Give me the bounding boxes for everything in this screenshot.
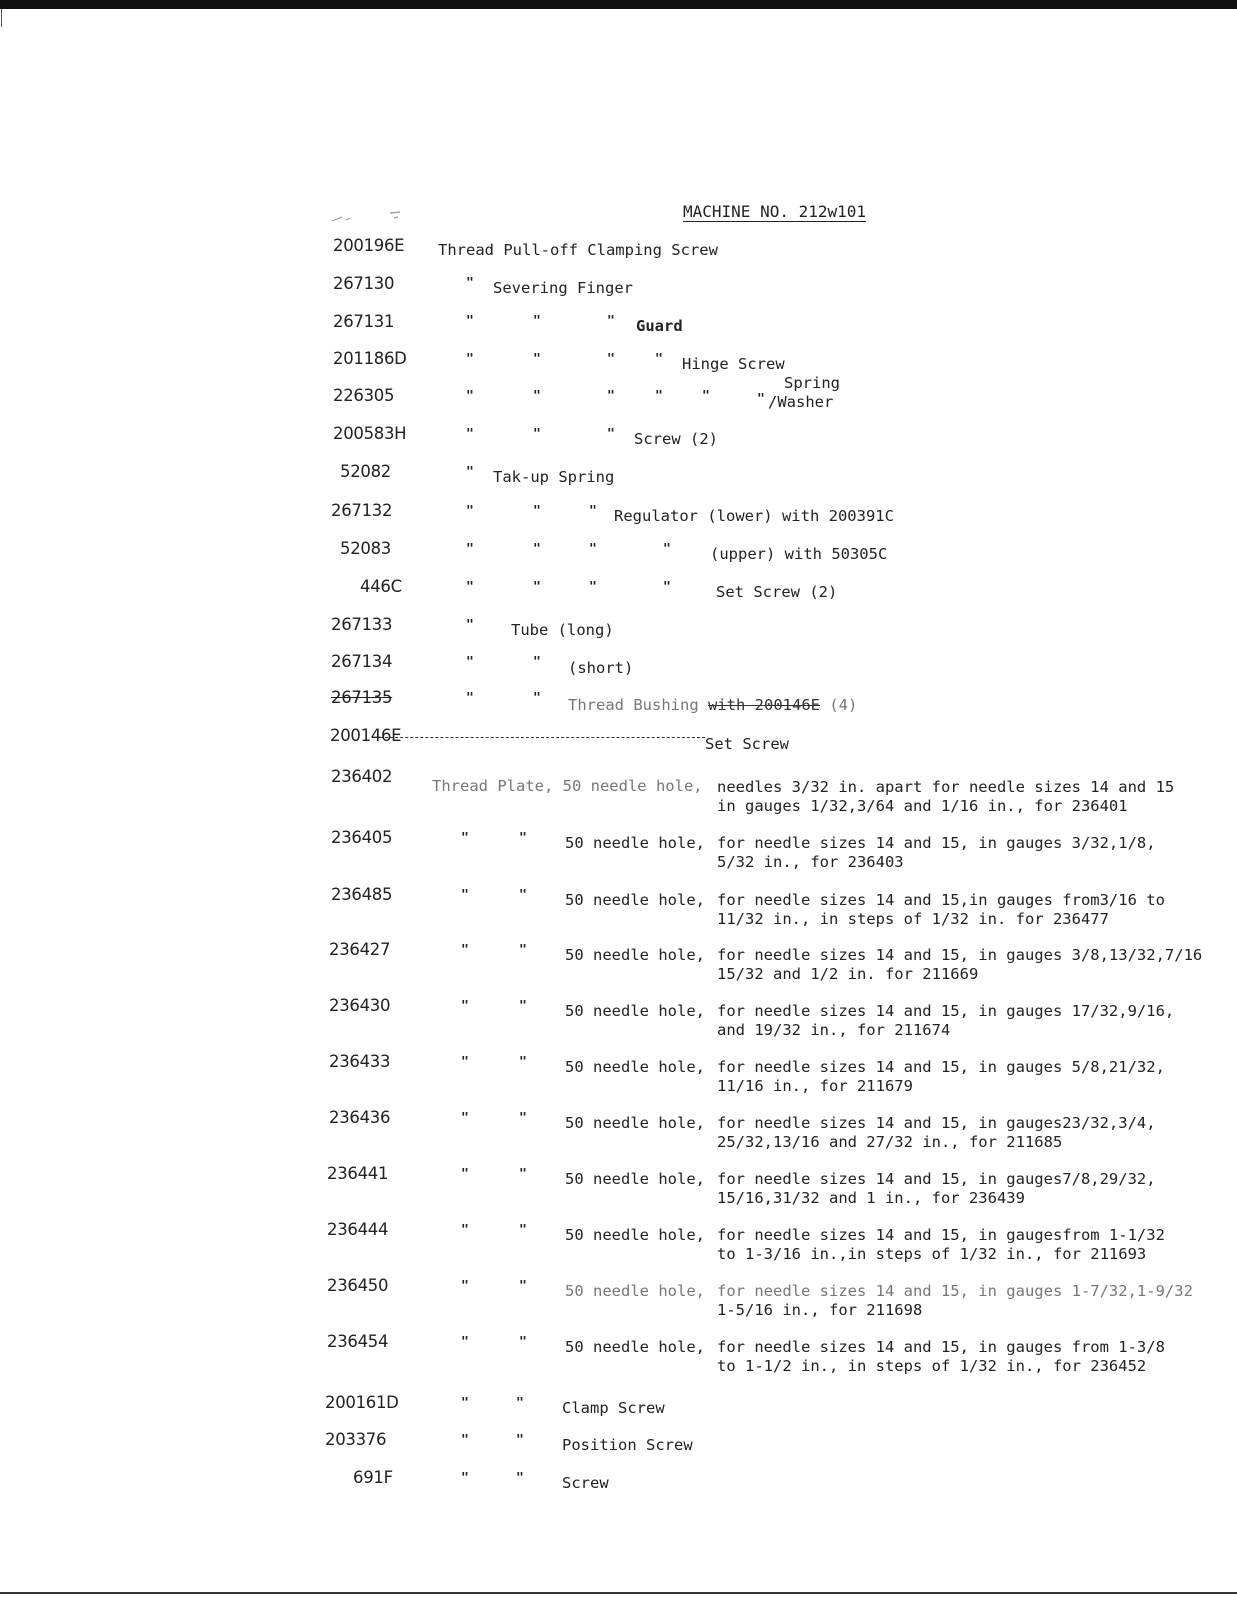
part-description-prefix: 50 needle hole,	[565, 1058, 705, 1076]
part-description-line1: for needle sizes 14 and 15, in gauges from 1-3/8	[717, 1338, 1165, 1356]
part-description-line1: for needle sizes 14 and 15, in gauges7/8,29/32,	[717, 1170, 1156, 1188]
ditto-mark: "	[533, 352, 541, 367]
part-description-line1: for needle sizes 14 and 15, in gauges 3/8,13/32,7/16	[717, 946, 1203, 964]
part-description-main: Thread Bushing	[568, 696, 699, 714]
part-number: 236430	[329, 996, 391, 1015]
part-description-line1: for needle sizes 14 and 15, in gauges23/32,3/4,	[717, 1114, 1156, 1132]
part-number: 236436	[329, 1108, 391, 1127]
part-description-line2: 15/32 and 1/2 in. for 211669	[717, 965, 979, 983]
ditto-mark: "	[466, 655, 474, 670]
ditto-mark: "	[466, 314, 474, 329]
ditto-mark: "	[607, 314, 615, 329]
part-number: 267130	[333, 274, 395, 293]
part-description: Screw (2)	[634, 430, 718, 448]
part-number: 236433	[329, 1052, 391, 1071]
ditto-mark: "	[663, 542, 671, 557]
ditto-mark: "	[519, 1335, 527, 1350]
part-description: Hinge Screw	[682, 355, 785, 373]
part-description-prefix: 50 needle hole,	[565, 1114, 705, 1132]
ditto-mark: "	[533, 504, 541, 519]
ditto-mark: "	[533, 655, 541, 670]
part-description-prefix: Thread Plate, 50 needle hole,	[432, 777, 703, 795]
ditto-mark: "	[461, 1471, 469, 1486]
part-number: 236427	[329, 940, 391, 959]
part-description-line2: to 1-1/2 in., in steps of 1/32 in., for 236452	[717, 1357, 1147, 1375]
part-description: Screw	[562, 1474, 609, 1492]
part-description-prefix: 50 needle hole,	[565, 946, 705, 964]
part-description: Regulator (lower) with 200391C	[614, 507, 894, 525]
ditto-mark: "	[461, 1279, 469, 1294]
ditto-mark: "	[519, 888, 527, 903]
ditto-mark: "	[519, 999, 527, 1014]
part-description: Spring	[784, 374, 840, 392]
ditto-mark: "	[516, 1471, 524, 1486]
part-description-line2: 25/32,13/16 and 27/32 in., for 211685	[717, 1133, 1063, 1151]
ditto-mark: "	[607, 427, 615, 442]
part-description: Tak-up Spring	[493, 468, 615, 486]
part-description-line1: for needle sizes 14 and 15, in gauges 5/8,21/32,	[717, 1058, 1165, 1076]
ditto-mark: "	[466, 276, 474, 291]
part-number: 267134	[331, 652, 393, 671]
part-number: 446C	[360, 577, 402, 596]
part-description-line2: and 19/32 in., for 211674	[717, 1021, 951, 1039]
ditto-mark: "	[519, 1055, 527, 1070]
ditto-mark: "	[516, 1433, 524, 1448]
pencil-mark	[330, 209, 410, 229]
part-number: 200161D	[325, 1393, 399, 1412]
part-description: Set Screw	[705, 735, 789, 753]
ditto-mark: "	[519, 1279, 527, 1294]
part-description-line1: for needle sizes 14 and 15, in gauges 17/32,9/16,	[717, 1002, 1175, 1020]
ditto-mark: "	[533, 389, 541, 404]
ditto-mark: "	[461, 1167, 469, 1182]
ditto-mark: "	[533, 427, 541, 442]
part-description-prefix: 50 needle hole,	[565, 1338, 705, 1356]
ditto-mark: "	[461, 1396, 469, 1411]
part-description-prefix: 50 needle hole,	[565, 891, 705, 909]
ditto-mark: "	[466, 542, 474, 557]
part-description-line1: for needle sizes 14 and 15, in gauges 3/32,1/8,	[717, 834, 1156, 852]
part-number: 267133	[331, 615, 393, 634]
part-description-prefix: 50 needle hole,	[565, 1282, 705, 1300]
part-description-line2: 11/32 in., in steps of 1/32 in. for 236477	[717, 910, 1109, 928]
ditto-mark: "	[461, 1223, 469, 1238]
part-number: 203376	[325, 1430, 387, 1449]
ditto-mark: "	[519, 943, 527, 958]
part-description-line1: for needle sizes 14 and 15, in gauges 1-7/32,1-9/32	[717, 1282, 1193, 1300]
part-description-line2: 5/32 in., for 236403	[717, 853, 904, 871]
ditto-mark: "	[589, 580, 597, 595]
part-number: 200583H	[333, 424, 407, 443]
scan-top-border	[0, 0, 1237, 9]
ditto-mark: "	[519, 831, 527, 846]
part-number: 267135	[331, 688, 393, 707]
ditto-mark: "	[466, 580, 474, 595]
part-description-line2: /Washer	[768, 393, 834, 411]
ditto-mark: "	[655, 389, 663, 404]
part-description: Severing Finger	[493, 279, 633, 297]
part-number: 200196E	[333, 236, 405, 255]
part-description-tail: (4)	[829, 696, 858, 714]
part-description-line1: needles 3/32 in. apart for needle sizes 14 and 15	[717, 778, 1175, 796]
part-description-prefix: 50 needle hole,	[565, 1002, 705, 1020]
ditto-mark: "	[589, 504, 597, 519]
ditto-mark: "	[519, 1167, 527, 1182]
part-number: 236454	[327, 1332, 389, 1351]
part-number: 236441	[327, 1164, 389, 1183]
ditto-mark: "	[589, 542, 597, 557]
part-number: 236485	[331, 885, 393, 904]
strike-dash-line	[375, 737, 705, 738]
part-description: Thread Pull-off Clamping Screw	[438, 241, 718, 259]
ditto-mark: "	[461, 888, 469, 903]
part-number: 226305	[333, 386, 395, 405]
ditto-mark: "	[519, 1111, 527, 1126]
ditto-mark: "	[663, 580, 671, 595]
part-description: (upper) with 50305C	[710, 545, 888, 563]
ditto-mark: "	[466, 691, 474, 706]
part-number: 236444	[327, 1220, 389, 1239]
part-number: 267131	[333, 312, 395, 331]
machine-number-heading: MACHINE NO. 212w101	[683, 202, 867, 221]
ditto-mark: "	[461, 1055, 469, 1070]
scan-bottom-border	[0, 1592, 1237, 1594]
part-number: 201186D	[333, 349, 407, 368]
part-number: 236402	[331, 767, 393, 786]
ditto-mark: "	[466, 427, 474, 442]
part-description: (short)	[568, 659, 634, 677]
part-number: 236450	[327, 1276, 389, 1295]
part-description-line2: 1-5/16 in., for 211698	[717, 1301, 923, 1319]
part-description-line2: 11/16 in., for 211679	[717, 1077, 913, 1095]
ditto-mark: "	[466, 389, 474, 404]
ditto-mark: "	[607, 352, 615, 367]
part-description-line1: for needle sizes 14 and 15, in gaugesfrom 1-1/32	[717, 1226, 1165, 1244]
part-description-prefix: 50 needle hole,	[565, 1170, 705, 1188]
part-description-line1: for needle sizes 14 and 15,in gauges from3/16 to	[717, 891, 1165, 909]
ditto-mark: "	[461, 1335, 469, 1350]
ditto-mark: "	[533, 314, 541, 329]
part-description: Guard	[636, 317, 683, 335]
part-number: 236405	[331, 828, 393, 847]
ditto-mark: "	[607, 389, 615, 404]
part-description-line2: in gauges 1/32,3/64 and 1/16 in., for 236401	[717, 797, 1128, 815]
part-description-prefix: 50 needle hole,	[565, 834, 705, 852]
part-number: 267132	[331, 501, 393, 520]
scan-left-edge	[1, 9, 2, 27]
ditto-mark: "	[533, 691, 541, 706]
part-number: 691F	[353, 1468, 393, 1487]
part-description: Tube (long)	[511, 621, 614, 639]
part-description-struck: with 200146E	[708, 696, 820, 714]
ditto-mark: "	[461, 1111, 469, 1126]
part-description-line2: to 1-3/16 in.,in steps of 1/32 in., for 211693	[717, 1245, 1147, 1263]
ditto-mark: "	[655, 352, 663, 367]
ditto-mark: "	[702, 389, 710, 404]
ditto-mark: "	[466, 618, 474, 633]
part-number: 200146E	[330, 726, 402, 745]
ditto-mark: "	[461, 831, 469, 846]
part-number: 52083	[340, 539, 391, 558]
part-description: Clamp Screw	[562, 1399, 665, 1417]
ditto-mark: "	[519, 1223, 527, 1238]
ditto-mark: "	[466, 465, 474, 480]
ditto-mark: "	[757, 392, 765, 407]
ditto-mark: "	[461, 943, 469, 958]
part-number: 52082	[340, 462, 391, 481]
ditto-mark: "	[533, 542, 541, 557]
ditto-mark: "	[533, 580, 541, 595]
part-description-line2: 15/16,31/32 and 1 in., for 236439	[717, 1189, 1025, 1207]
part-description-prefix: 50 needle hole,	[565, 1226, 705, 1244]
part-description	[568, 696, 857, 714]
ditto-mark: "	[516, 1396, 524, 1411]
ditto-mark: "	[461, 999, 469, 1014]
ditto-mark: "	[466, 504, 474, 519]
ditto-mark: "	[461, 1433, 469, 1448]
part-description: Set Screw (2)	[716, 583, 838, 601]
part-description: Position Screw	[562, 1436, 693, 1454]
ditto-mark: "	[466, 352, 474, 367]
